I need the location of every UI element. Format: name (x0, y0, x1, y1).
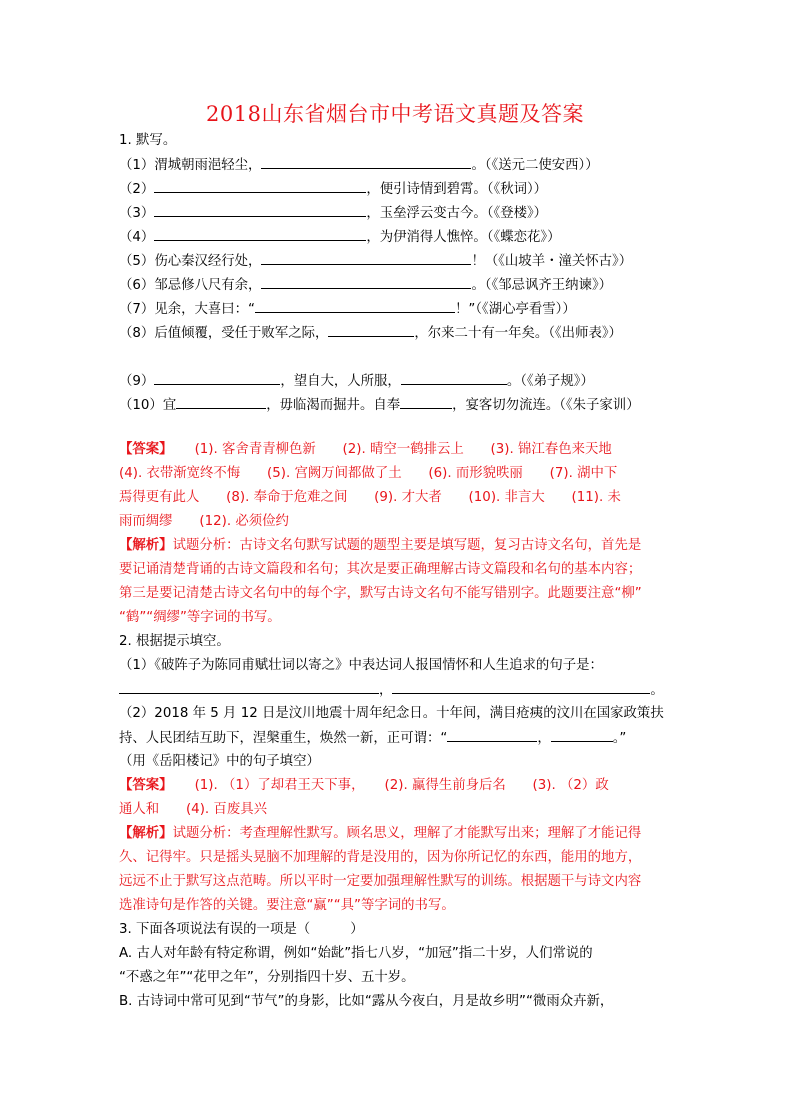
answer-tag: 【答案】 (119, 442, 173, 457)
item-label: （9） (119, 374, 155, 389)
answer-blank[interactable] (154, 372, 280, 385)
item-source: ，宴客切勿流连。（《朱子家训） (452, 398, 640, 413)
item-label: （3） (119, 206, 155, 221)
q1-item-2 (119, 180, 679, 199)
q1-item-8 (119, 324, 679, 343)
answer-tag: 【答案】 (119, 778, 173, 793)
answer-blank[interactable] (261, 276, 471, 289)
item-label: （4） (119, 230, 155, 245)
answer-blank[interactable] (447, 729, 537, 742)
item-prompt: ，望自大，人所服， (280, 374, 401, 389)
item-source: ，为伊消得人憔悴。（《蝶恋花》） (366, 230, 561, 245)
q1-item-10 (119, 396, 679, 415)
q1-answer-line-4: 雨而绸缪 (12). 必须俭约 (119, 514, 289, 529)
q3-heading: 3. 下面各项说法有误的一项是（ ） (119, 922, 364, 937)
q2-analysis-line-3: 远远不止于默写这点范畴。所以平时一定要加强理解性默写的训练。根据题干与诗文内容 (119, 874, 642, 889)
answer-blank[interactable] (261, 156, 471, 169)
q1-analysis-line-4: “鹤”“绸缪”等字词的书写。 (119, 610, 281, 625)
item-source: 。（《送元二使安西）） (471, 158, 599, 173)
q2-analysis-line-2: 久、记得牢。只是摇头晃脑不加理解的背是没用的，因为你所记忆的东西，能用的地方， (119, 850, 642, 865)
item-label: （5） (119, 254, 155, 269)
answer-blank[interactable] (154, 228, 366, 241)
q1-answer-line-3: 焉得更有此人 (8). 奉命于危难之间 (9). 才大者 (10). 非言大 (11). 未 (119, 490, 621, 505)
answer-blank[interactable] (255, 300, 455, 313)
q1-analysis-line-2: 要记诵清楚背诵的古诗文篇段和名句；其次是要正确理解古诗文篇段和名句的基本内容； (119, 562, 642, 577)
q3-option-a-line-2: “不惑之年”“花甲之年”，分别指四十岁、五十岁。 (119, 970, 415, 985)
item-source: 。（《邹忌讽齐王纳谏》） (471, 278, 613, 293)
item-prompt: 见余，大喜曰：“ (154, 302, 255, 317)
item-source: ，玉垒浮云变古今。（《登楼》） (366, 206, 548, 221)
q2-item-1: （1）《破阵子为陈同甫赋壮词以寄之》中表达词人报国情怀和人生追求的句子是： (119, 658, 603, 673)
item-prompt: 宜 (162, 398, 177, 413)
q2-answer-line-2: 通人和 (4). 百废具兴 (119, 802, 267, 817)
item-label: （10） (119, 398, 163, 413)
item-source: ，便引诗情到碧霄。（《秋词）） (366, 182, 548, 197)
item-source: ！（《山坡羊・潼关怀古》） (471, 254, 633, 269)
q1-item-5 (119, 252, 679, 271)
q1-analysis-line-1 (119, 537, 679, 555)
answer-blank[interactable] (154, 204, 366, 217)
answer-text: (1). （1）了却君王天下事， (2). 赢得生前身后名 (3). （2）政 (194, 778, 609, 793)
q1-heading: 1. 默写。 (119, 133, 177, 148)
q2-item-2-line-2 (119, 729, 679, 748)
item-prompt: 持、人民团结互助下，涅槃重生，焕然一新，正可谓：“ (119, 731, 448, 746)
q1-answer-line-2: (4). 衣带渐宽终不悔 (5). 宫阙万间都做了土 (6). 而形貌昳丽 (7). 湖中下 (119, 466, 618, 481)
item-prompt: 邹忌修八尺有余， (154, 278, 262, 293)
answer-blank[interactable] (261, 252, 471, 265)
answer-blank[interactable] (119, 681, 379, 694)
q2-analysis-line-1 (119, 825, 679, 843)
answer-blank[interactable] (328, 324, 414, 337)
answer-blank[interactable] (551, 729, 613, 742)
separator: ， (379, 683, 393, 698)
analysis-tag: 【解析】 (119, 538, 173, 553)
q2-item-2-line-1: （2）2018 年 5 月 12 日是汶川地震十周年纪念日。十年间，满目疮痍的汶川在国家政策扶 (119, 706, 664, 721)
item-prompt: 渭城朝雨浥轻尘， (154, 158, 262, 173)
item-prompt: 后值倾覆，受任于败军之际， (154, 326, 329, 341)
item-label: （7） (119, 302, 155, 317)
item-source: 。（《弟子规》） (506, 374, 594, 389)
item-source: ！”（《湖心亭看雪）） (454, 302, 576, 317)
answer-blank[interactable] (392, 681, 650, 694)
q3-option-b-line-1: B. 古诗词中常可见到“节气”的身影，比如“露从今夜白，月是故乡明”“微雨众卉新， (119, 994, 614, 1009)
q1-item-9 (119, 372, 679, 391)
answer-blank[interactable] (176, 396, 266, 409)
q2-answer-line-1 (119, 777, 679, 795)
q2-heading: 2. 根据提示填空。 (119, 634, 230, 649)
item-source: ，尔来二十有一年矣。（《出师表》） (414, 326, 622, 341)
q1-item-3 (119, 204, 679, 223)
item-prompt: ，毋临渴而掘井。自奉 (266, 398, 401, 413)
q1-item-1 (119, 156, 679, 175)
analysis-tag: 【解析】 (119, 826, 173, 841)
q1-answer-line-1 (119, 441, 679, 459)
separator: ， (537, 731, 551, 746)
q2-item-1-blanks (119, 681, 679, 700)
analysis-text: 试题分析：考查理解性默写。顾名思义，理解了才能默写出来；理解了才能记得 (172, 826, 642, 841)
answer-blank[interactable] (400, 396, 452, 409)
item-label: （6） (119, 278, 155, 293)
item-label: （8） (119, 326, 155, 341)
item-label: （2） (119, 182, 155, 197)
item-label: （1） (119, 158, 155, 173)
q1-item-4 (119, 228, 679, 247)
q2-analysis-line-4: 选准诗句是作答的关键。要注意“赢”“具”等字词的书写。 (119, 898, 455, 913)
answer-blank[interactable] (154, 180, 366, 193)
answer-blank[interactable] (401, 372, 507, 385)
q1-analysis-line-3: 第三是要记清楚古诗文名句中的每个字，默写古诗文名句不能写错别字。此题要注意“柳” (119, 586, 642, 601)
document-title: 2018山东省烟台市中考语文真题及答案 (206, 102, 584, 126)
q1-item-6 (119, 276, 679, 295)
analysis-text: 试题分析：古诗文名句默写试题的题型主要是填写题，复习古诗文名句，首先是 (172, 538, 642, 553)
q1-item-7 (119, 300, 679, 319)
q3-option-a-line-1: A. 古人对年龄有特定称谓，例如“始龀”指七八岁，“加冠”指二十岁，人们常说的 (119, 946, 593, 961)
q2-item-2-line-3: （用《岳阳楼记》中的句子填空） (119, 754, 320, 769)
answer-text: (1). 客舍青青柳色新 (2). 晴空一鹤排云上 (3). 锦江春色来天地 (194, 442, 612, 457)
item-prompt: 伤心秦汉经行处， (154, 254, 262, 269)
period: 。 (650, 683, 664, 698)
period: 。” (612, 731, 627, 746)
